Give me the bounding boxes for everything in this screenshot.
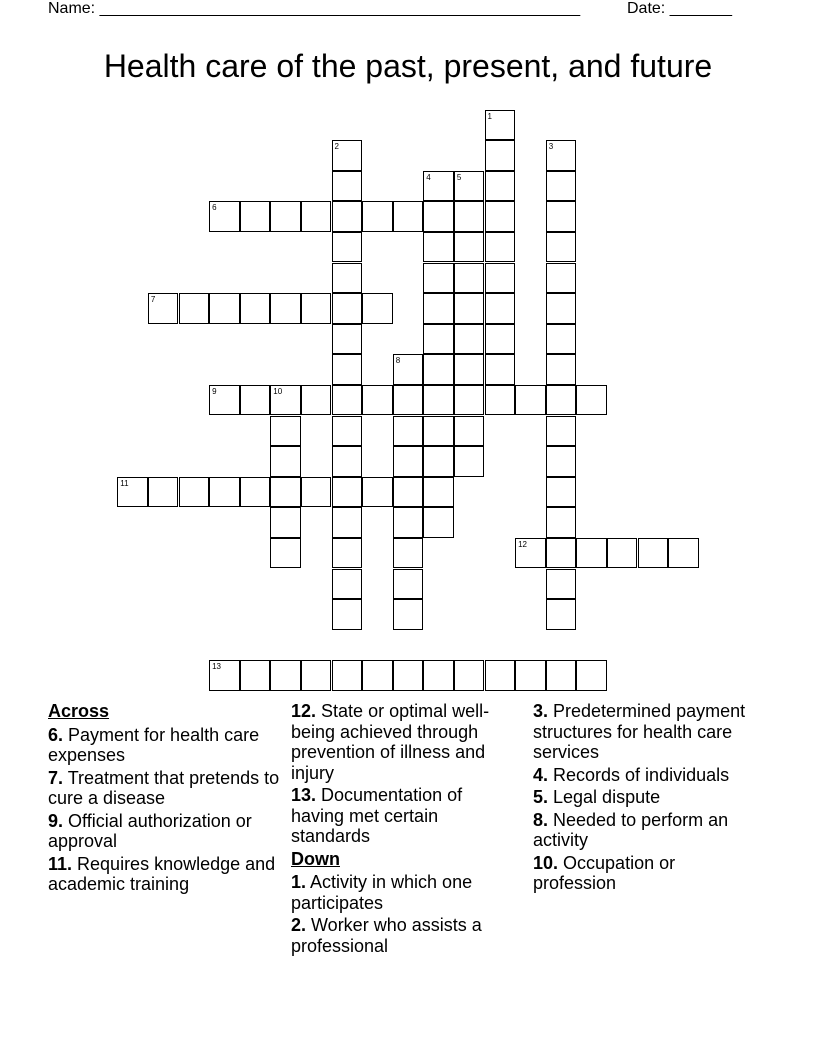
crossword-cell[interactable] bbox=[332, 538, 363, 569]
crossword-cell[interactable] bbox=[332, 507, 363, 538]
crossword-cell[interactable] bbox=[393, 507, 424, 538]
crossword-cell[interactable] bbox=[240, 477, 271, 508]
crossword-cell[interactable] bbox=[576, 385, 607, 416]
clues-column-2 bbox=[291, 701, 501, 958]
clue-across-6: 6. Payment for health care expenses bbox=[48, 724, 260, 765]
name-field[interactable]: Name: ______________________________________________________ bbox=[48, 0, 581, 17]
crossword-cell[interactable] bbox=[423, 171, 454, 202]
cell-number: 11 bbox=[120, 478, 129, 488]
crossword-cell[interactable] bbox=[240, 293, 271, 324]
crossword-cell[interactable] bbox=[454, 324, 485, 355]
cell-number: 3 bbox=[548, 142, 554, 152]
crossword-cell[interactable] bbox=[515, 538, 546, 569]
crossword-cell[interactable] bbox=[362, 201, 393, 232]
crossword-cell[interactable] bbox=[393, 538, 424, 569]
cell-number: 9 bbox=[212, 386, 217, 396]
crossword-cell[interactable] bbox=[423, 324, 454, 355]
crossword-cell[interactable] bbox=[485, 324, 516, 355]
crossword-cell[interactable] bbox=[332, 201, 363, 232]
crossword-cell[interactable] bbox=[576, 660, 607, 691]
crossword-cell[interactable] bbox=[270, 416, 301, 447]
cell-number: 10 bbox=[273, 386, 283, 396]
crossword-cell[interactable] bbox=[362, 385, 393, 416]
cell-number: 5 bbox=[456, 172, 462, 182]
crossword-cell[interactable] bbox=[546, 171, 577, 202]
crossword-cell[interactable] bbox=[423, 293, 454, 324]
crossword-cell[interactable] bbox=[332, 569, 363, 600]
crossword-cell[interactable] bbox=[301, 660, 332, 691]
crossword-cell[interactable] bbox=[546, 293, 577, 324]
cell-number: 4 bbox=[426, 172, 431, 182]
crossword-cell[interactable] bbox=[332, 385, 363, 416]
crossword-cell[interactable] bbox=[270, 538, 301, 569]
crossword-cell[interactable] bbox=[393, 660, 424, 691]
crossword-cell[interactable] bbox=[393, 385, 424, 416]
crossword-cell[interactable] bbox=[148, 293, 179, 324]
crossword-cell[interactable] bbox=[332, 293, 363, 324]
crossword-cell[interactable] bbox=[209, 293, 240, 324]
crossword-cell[interactable] bbox=[546, 477, 577, 508]
crossword-cell[interactable] bbox=[546, 507, 577, 538]
crossword-cell[interactable] bbox=[209, 201, 240, 232]
crossword-cell[interactable] bbox=[423, 232, 454, 263]
cell-number: 12 bbox=[518, 539, 527, 549]
crossword-cell[interactable] bbox=[301, 477, 332, 508]
crossword-cell[interactable] bbox=[332, 263, 363, 294]
crossword-cell[interactable] bbox=[423, 201, 454, 232]
crossword-cell[interactable] bbox=[393, 446, 424, 477]
crossword-cell[interactable] bbox=[423, 477, 454, 508]
across-heading: Across bbox=[48, 701, 110, 721]
crossword-cell[interactable] bbox=[485, 354, 516, 385]
clue-down-10: 10. Occupation or profession bbox=[533, 852, 676, 893]
puzzle-title: Health care of the past, present, and future bbox=[103, 48, 713, 84]
crossword-cell[interactable] bbox=[454, 660, 485, 691]
crossword-cell[interactable] bbox=[270, 477, 301, 508]
crossword-cell[interactable] bbox=[393, 477, 424, 508]
crossword-cell[interactable] bbox=[454, 201, 485, 232]
crossword-cell[interactable] bbox=[209, 660, 240, 691]
cell-number: 6 bbox=[212, 203, 217, 213]
clue-across-9: 9. Official authorization or approval bbox=[48, 810, 252, 851]
crossword-cell[interactable] bbox=[362, 660, 393, 691]
crossword-cell[interactable] bbox=[332, 477, 363, 508]
crossword-cell[interactable] bbox=[515, 385, 546, 416]
crossword-cell[interactable] bbox=[209, 385, 240, 416]
clue-across-12: 12. State or optimal well-being achieved through prevention of illness and injury bbox=[291, 701, 490, 783]
crossword-cell[interactable] bbox=[546, 263, 577, 294]
date-field[interactable]: Date: _______ bbox=[627, 0, 732, 17]
crossword-cell[interactable] bbox=[301, 201, 332, 232]
crossword-cell[interactable] bbox=[546, 538, 577, 569]
crossword-cell[interactable] bbox=[546, 140, 577, 171]
crossword-cell[interactable] bbox=[576, 538, 607, 569]
crossword-cell[interactable] bbox=[485, 293, 516, 324]
crossword-cell[interactable] bbox=[485, 660, 516, 691]
crossword-cell[interactable] bbox=[454, 232, 485, 263]
crossword-cell[interactable] bbox=[270, 446, 301, 477]
crossword-cell[interactable] bbox=[546, 385, 577, 416]
crossword-cell[interactable] bbox=[332, 416, 363, 447]
crossword-cell[interactable] bbox=[546, 446, 577, 477]
crossword-cell[interactable] bbox=[332, 599, 363, 630]
crossword-cell[interactable] bbox=[423, 385, 454, 416]
cell-number: 8 bbox=[395, 356, 401, 366]
crossword-cell[interactable] bbox=[117, 477, 148, 508]
clue-down-4: 4. Records of individuals bbox=[533, 764, 730, 785]
crossword-cell[interactable] bbox=[332, 140, 363, 171]
crossword-cell[interactable] bbox=[454, 385, 485, 416]
crossword-cell[interactable] bbox=[148, 477, 179, 508]
crossword-cell[interactable] bbox=[454, 354, 485, 385]
crossword-cell[interactable] bbox=[240, 201, 271, 232]
down-heading: Down bbox=[291, 848, 340, 869]
crossword-cell[interactable] bbox=[393, 354, 424, 385]
crossword-cell[interactable] bbox=[423, 263, 454, 294]
crossword-cell[interactable] bbox=[332, 446, 363, 477]
crossword-cell[interactable] bbox=[209, 477, 240, 508]
crossword-cell[interactable] bbox=[485, 263, 516, 294]
cell-number: 2 bbox=[334, 142, 339, 152]
crossword-cell[interactable] bbox=[454, 416, 485, 447]
clue-across-7: 7. Treatment that pretends to cure a disease bbox=[48, 767, 280, 808]
crossword-cell[interactable] bbox=[546, 660, 577, 691]
crossword-cell[interactable] bbox=[546, 599, 577, 630]
clue-down-3: 3. Predetermined payment structures for health care services bbox=[533, 701, 746, 762]
crossword-cell[interactable] bbox=[301, 293, 332, 324]
crossword-cell[interactable] bbox=[546, 232, 577, 263]
crossword-cell[interactable] bbox=[423, 660, 454, 691]
crossword-cell[interactable] bbox=[270, 385, 301, 416]
crossword-cell[interactable] bbox=[270, 660, 301, 691]
clue-down-5: 5. Legal dispute bbox=[533, 787, 661, 807]
crossword-cell[interactable] bbox=[332, 232, 363, 263]
crossword-cell[interactable] bbox=[393, 599, 424, 630]
crossword-cell[interactable] bbox=[485, 171, 516, 202]
crossword-cell[interactable] bbox=[546, 569, 577, 600]
crossword-cell[interactable] bbox=[546, 354, 577, 385]
crossword-cell[interactable] bbox=[454, 446, 485, 477]
crossword-cell[interactable] bbox=[332, 324, 363, 355]
crossword-cell[interactable] bbox=[270, 293, 301, 324]
crossword-cell[interactable] bbox=[485, 110, 516, 141]
crossword-cell[interactable] bbox=[362, 293, 393, 324]
crossword-cell[interactable] bbox=[546, 416, 577, 447]
crossword-cell[interactable] bbox=[270, 507, 301, 538]
crossword-cell[interactable] bbox=[454, 263, 485, 294]
crossword-cell[interactable] bbox=[668, 538, 699, 569]
crossword-cell[interactable] bbox=[485, 140, 516, 171]
crossword-cell[interactable] bbox=[485, 201, 516, 232]
crossword-cell[interactable] bbox=[240, 385, 271, 416]
crossword-cell[interactable] bbox=[393, 569, 424, 600]
crossword-cell[interactable] bbox=[607, 538, 638, 569]
crossword-cell[interactable] bbox=[423, 354, 454, 385]
crossword-cell[interactable] bbox=[485, 385, 516, 416]
crossword-cell[interactable] bbox=[638, 538, 669, 569]
clue-down-2: 2. Worker who assists a professional bbox=[291, 915, 482, 956]
crossword-cell[interactable] bbox=[423, 507, 454, 538]
crossword-cell[interactable] bbox=[546, 201, 577, 232]
crossword-cell[interactable] bbox=[179, 477, 210, 508]
crossword-cell[interactable] bbox=[485, 232, 516, 263]
crossword-cell[interactable] bbox=[393, 416, 424, 447]
cell-number: 1 bbox=[487, 111, 492, 121]
crossword-cell[interactable] bbox=[332, 660, 363, 691]
crossword-cell[interactable] bbox=[515, 660, 546, 691]
clue-down-8: 8. Needed to perform an activity bbox=[533, 809, 729, 850]
crossword-cell[interactable] bbox=[301, 385, 332, 416]
crossword-cell[interactable] bbox=[362, 477, 393, 508]
cell-number: 7 bbox=[150, 295, 156, 305]
clue-across-13: 13. Documentation of having met certain standards bbox=[291, 785, 463, 846]
cell-number: 13 bbox=[212, 662, 221, 672]
crossword-cell[interactable] bbox=[393, 201, 424, 232]
crossword-cell[interactable] bbox=[546, 324, 577, 355]
crossword-cell[interactable] bbox=[332, 171, 363, 202]
clue-down-1: 1. Activity in which one participates bbox=[291, 872, 473, 913]
crossword-cell[interactable] bbox=[240, 660, 271, 691]
crossword-cell[interactable] bbox=[332, 354, 363, 385]
crossword-cell[interactable] bbox=[423, 446, 454, 477]
clues-column-1 bbox=[48, 701, 284, 897]
crossword-cell[interactable] bbox=[454, 293, 485, 324]
clue-across-11: 11. Requires knowledge and academic training bbox=[48, 853, 276, 894]
crossword-cell[interactable] bbox=[179, 293, 210, 324]
clues-column-3 bbox=[533, 701, 763, 896]
crossword-cell[interactable] bbox=[454, 171, 485, 202]
crossword-cell[interactable] bbox=[423, 416, 454, 447]
crossword-cell[interactable] bbox=[270, 201, 301, 232]
